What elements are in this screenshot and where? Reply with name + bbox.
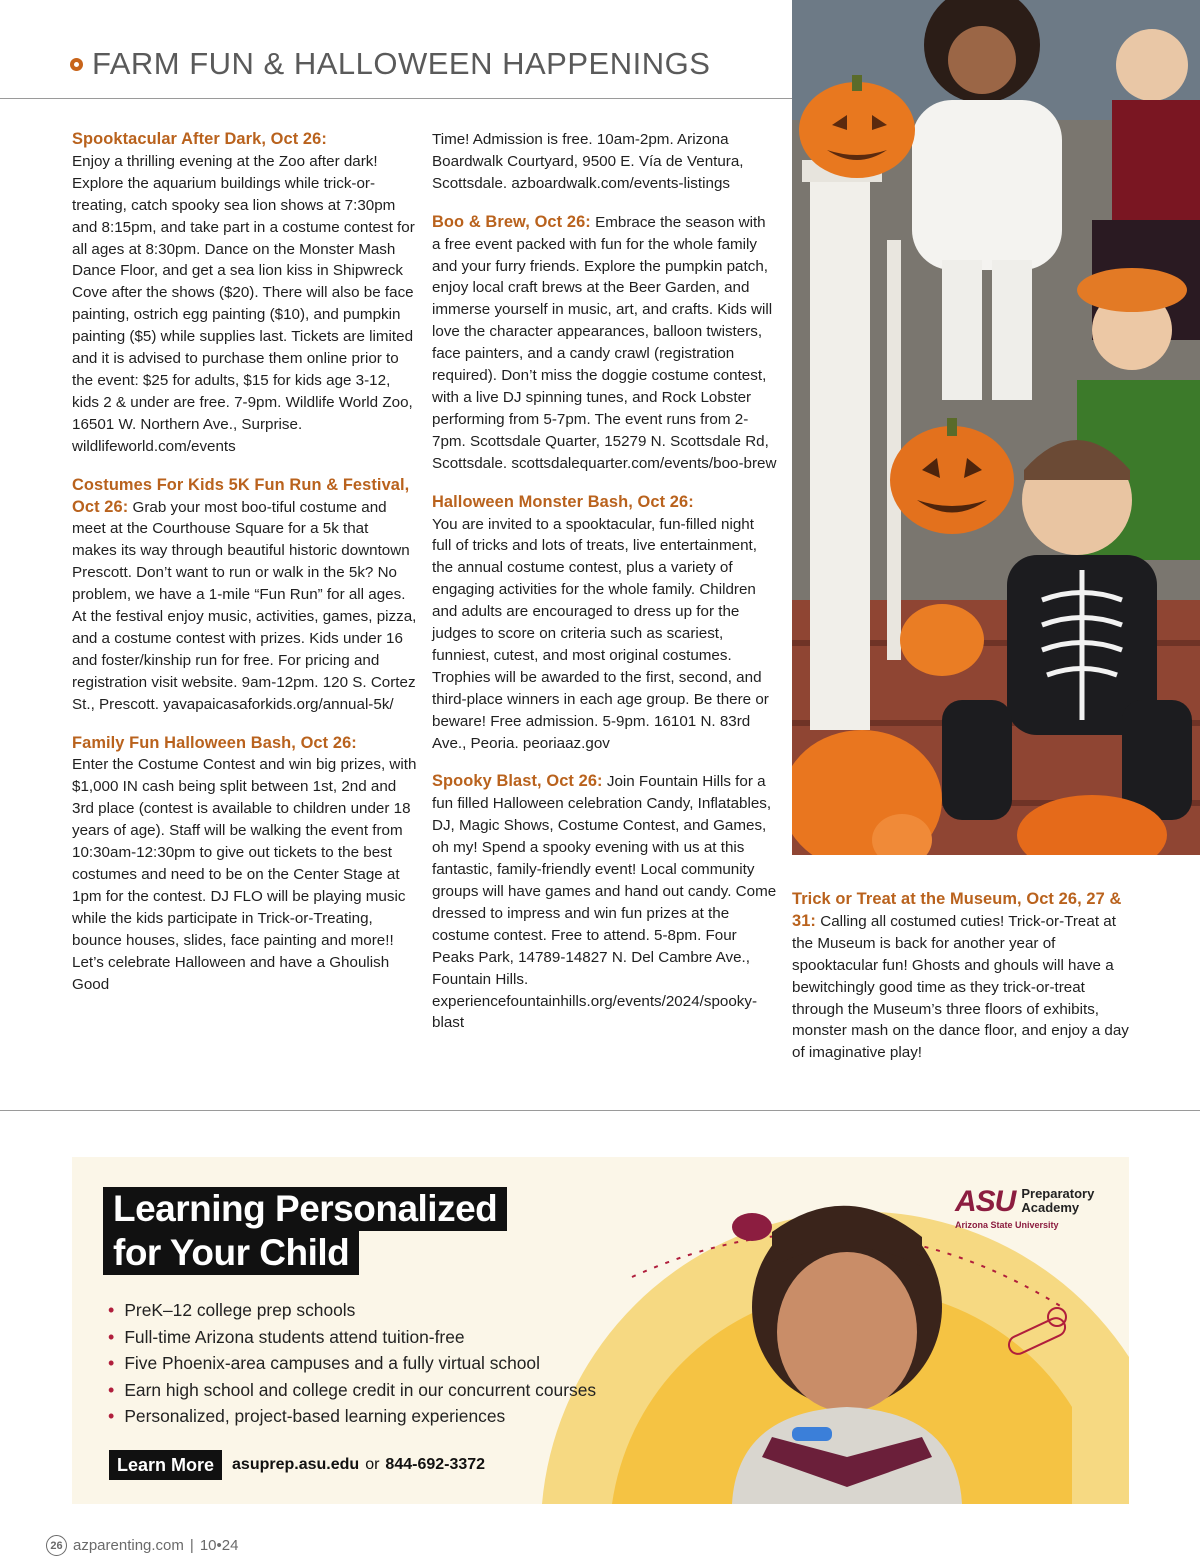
event-body: Enter the Costume Contest and win big prizes, with $1,000 IN cash being split between 1st, 2nd and 3rd place (contest is available to children under 18 years of age). Staff will be walking the event from 10:30am-12:30pm to give out tickets to the best costumes and need to be on the Center Stage at 1pm for the contest. DJ FLO will be playing music while the kids participate in Trick-or-Treating, bounce houses, slides, face painting and more!! Let’s celebrate Halloween and have a Ghoulish Good: [72, 756, 417, 993]
footer-site: azparenting.com: [73, 1537, 184, 1554]
asu-prep-advertisement[interactable]: [72, 1157, 1129, 1504]
event-body: Time! Admission is free. 10am-2pm. Arizona Boardwalk Courtyard, 9500 E. Vía de Ventura, Scottsdale. azboardwalk.com/events-listings: [432, 131, 744, 192]
ad-headline-line-2: for Your Child: [103, 1231, 359, 1275]
bullet-icon: [70, 58, 83, 71]
events-column-2: [432, 129, 777, 1034]
event-halloween-monster-bash: [432, 492, 777, 755]
event-family-fun-halloween-bash: [72, 733, 417, 996]
event-title: Trick or Treat at the Museum, Oct 26, 27 & 31:: [792, 890, 1122, 930]
event-spooky-blast: [432, 771, 777, 1034]
ad-bullet: • Full-time Arizona students attend tuition-free: [108, 1324, 596, 1351]
asu-prep-logo: [955, 1187, 1094, 1217]
ad-bullet: • Five Phoenix-area campuses and a fully virtual school: [108, 1350, 596, 1377]
asu-university-name: Arizona State University: [955, 1220, 1059, 1230]
event-costumes-for-kids-5k: [72, 475, 417, 716]
halloween-kids-photo: [792, 0, 1200, 855]
event-continuation: [432, 129, 777, 195]
asu-logo-words: [1021, 1187, 1094, 1215]
halloween-kids-illustration: [792, 0, 1200, 855]
page-number: 26: [46, 1535, 67, 1556]
section-header: [70, 46, 710, 82]
ad-headline-line-1: Learning Personalized: [103, 1187, 507, 1231]
footer-separator: |: [189, 1537, 194, 1554]
event-body: Grab your most boo-tiful costume and meet at the Courthouse Square for a 5k that makes its way through beautiful historic downtown Prescott. Don’t want to run or walk in the 5k? No problem, we have a 1-mile “Fun Run” for all ages. At the festival enjoy music, activities, games, pizza, and a costume contest with prizes. Kids under 16 and foster/kinship run for free. For pricing and registration visit website. 9am-12pm. 120 S. Cortez St., Prescott. yavapaicasaforkids.org/annual-5k/: [72, 498, 417, 713]
ad-headline: [103, 1187, 507, 1275]
ad-or-text: or: [365, 1456, 380, 1473]
ad-call-to-action: [109, 1450, 485, 1480]
section-title: FARM FUN & HALLOWEEN HAPPENINGS: [92, 46, 711, 81]
event-boo-and-brew: [432, 212, 777, 475]
page-footer: [46, 1535, 238, 1556]
event-title: Spooky Blast, Oct 26:: [432, 772, 603, 791]
footer-issue: 10•24: [199, 1537, 239, 1554]
event-body: You are invited to a spooktacular, fun-filled night full of tricks and lots of treats, live entertainment, the annual costume contest, plus a variety of engaging activities for the whole family. Children and adults are encouraged to dress up for the judges to score on criteria such as scariest, funniest, cutest, and most original costumes. Trophies will be awarded to the first, second, and third-place winners in each age group. Be there or beware! Free admission. 5-9pm. 16101 N. 83rd Ave., Peoria. peoriaaz.gov: [432, 515, 769, 752]
event-title: Halloween Monster Bash, Oct 26:: [432, 492, 694, 511]
ad-website-link[interactable]: asuprep.asu.edu: [232, 1456, 360, 1473]
ad-phone-number[interactable]: 844-692-3372: [385, 1456, 486, 1473]
event-body: Calling all costumed cuties! Trick-or-Treat at the Museum is back for another year of spooktacular fun! Ghosts and ghouls will have a bewitchingly good time as they trick-or-treat through the Museum’s three floors of exhibits, monster mash on the dance floor, and enjoy a day of imaginative play!: [792, 912, 1129, 1062]
events-column-3: [792, 889, 1137, 1064]
event-title: Boo & Brew, Oct 26:: [432, 212, 591, 231]
learn-more-button[interactable]: Learn More: [109, 1450, 222, 1480]
ad-bullet-list: [108, 1297, 596, 1430]
event-body: Embrace the season with a free event packed with fun for the whole family and your furry friends. Explore the pumpkin patch, enjoy local craft brews at the Beer Garden, and immerse yourself in music, art, and crafts. Kids will love the character appearances, balloon twisters, face painters, and a candy crawl (registration required). Don’t miss the doggie costume contest, with a live DJ spinning tunes, and Rock Lobster performing from 5-7pm. The event runs from 2-7pm. Scottsdale Quarter, 15279 N. Scottsdale Rd, Scottsdale. scottsdalequarter.com/events/boo-brew: [432, 213, 777, 472]
logo-line-2: Academy: [1021, 1200, 1080, 1215]
ad-bullet: • Earn high school and college credit in our concurrent courses: [108, 1377, 596, 1404]
event-trick-or-treat-museum: [792, 889, 1137, 1064]
event-body: Join Fountain Hills for a fun filled Halloween celebration Candy, Inflatables, DJ, Magic Shows, Costume Contest, and Games, oh my! Spend a spooky evening with us at this fantastic, family-friendly event! Local community groups will have games and hand out candy. Come dressed to impress and win fun prizes at the costume contest. Free to attend. 5-8pm. Four Peaks Park, 14789-14827 N. Del Cambre Ave., Fountain Hills. experiencefountainhills.org/events/2024/spooky-blast: [432, 773, 777, 1032]
event-title: Family Fun Halloween Bash, Oct 26:: [72, 733, 357, 752]
ad-bullet: • Personalized, project-based learning experiences: [108, 1403, 596, 1430]
logo-line-1: Preparatory: [1021, 1186, 1095, 1201]
event-title: Costumes For Kids 5K Fun Run & Festival, Oct 26:: [72, 475, 410, 516]
header-divider: [0, 98, 792, 99]
event-body: Enjoy a thrilling evening at the Zoo after dark! Explore the aquarium buildings while trick-or-treating, catch spooky sea lion shows at 7:30pm and 8:15pm, and take part in a costume contest for all ages at 8:30pm. Dance on the Monster Mash Dance Floor, and get a sea lion kiss in Shipwreck Cove after the shows ($20). There will also be face painting, ostrich egg painting ($10), and pumpkin painting ($5) while supplies last. Tickets are limited and it is advised to purchase them online prior to the event: $25 for adults, $15 for kids age 3-12, kids 2 & under are free. 7-9pm. Wildlife World Zoo, 16501 W. Northern Ave., Surprise. wildlifeworld.com/events: [72, 152, 415, 455]
asu-logo-mark: ASU: [955, 1185, 1016, 1218]
ad-bullet: • PreK–12 college prep schools: [108, 1297, 596, 1324]
event-spooktacular-after-dark: [72, 129, 417, 458]
events-column-1: [72, 129, 417, 995]
ad-divider: [0, 1110, 1200, 1111]
event-title: Spooktacular After Dark, Oct 26:: [72, 130, 327, 148]
